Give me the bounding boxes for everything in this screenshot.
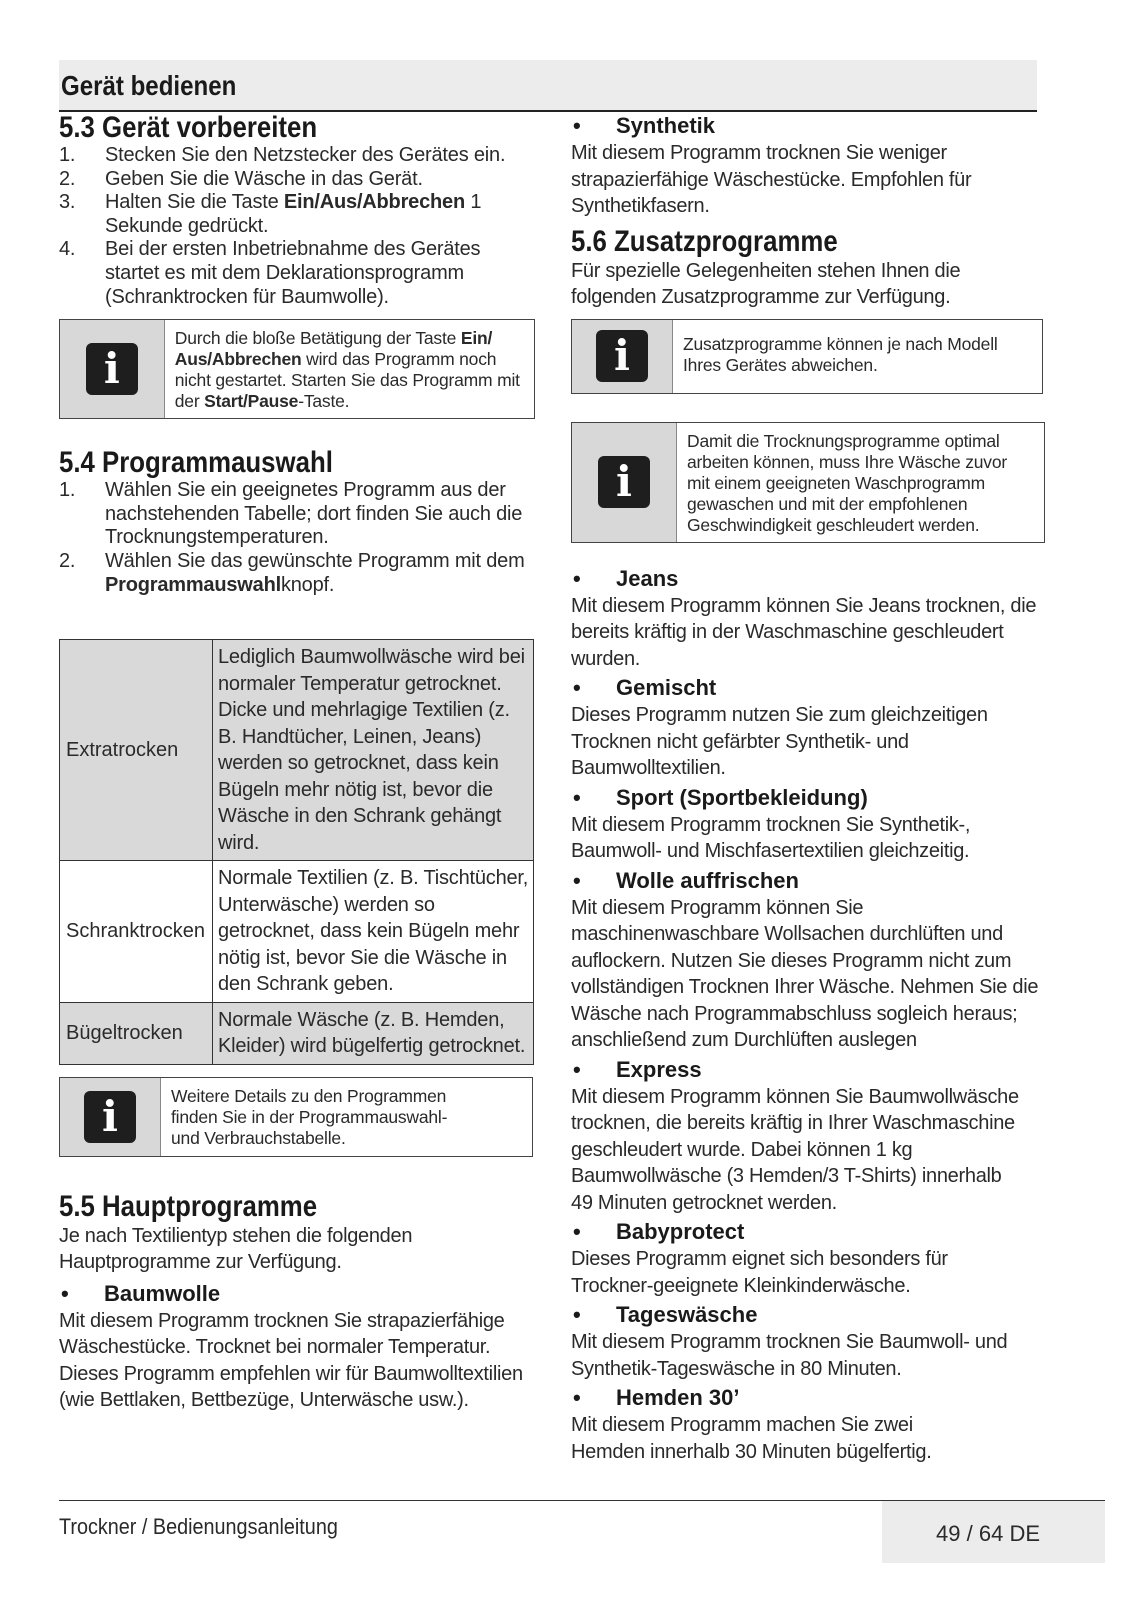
program-description: Mit diesem Programm trocknen Sie Synthetik-, Baumwoll- und Mischfasertextilien gleichzeitig. (571, 813, 971, 862)
footer-page-box (882, 1501, 1105, 1563)
section-header (59, 60, 1037, 112)
program-name: Sport (Sportbekleidung) (616, 784, 868, 810)
info-icon-cell (60, 320, 165, 418)
program-name: Tageswäsche (616, 1302, 758, 1327)
info-text-part: -Taste. (298, 391, 350, 412)
bullet-icon: • (573, 1302, 581, 1327)
program-name: Gemischt (616, 675, 717, 700)
page-title: Gerät bedienen (61, 70, 237, 101)
info-bold: Ein/ Aus/Abbrechen (174, 328, 493, 370)
program-name: Express (616, 1056, 702, 1082)
step-number: 1. (59, 479, 76, 502)
info-box (59, 1077, 533, 1157)
step-text: Halten Sie die Taste (105, 191, 284, 214)
program-description: Dieses Programm nutzen Sie zum gleichzeitigen Trocknen nicht gefärbter Synthetik- und Baumwolltextilien. (571, 704, 988, 779)
step-number: 2. (59, 549, 76, 572)
info-text-part: wird das Programm noch nicht gestartet. Starten Sie das Programm mit der (174, 349, 520, 412)
program-name: Jeans (616, 565, 679, 591)
section-title-5-5: 5.5 Hauptprogramme (59, 1189, 318, 1223)
info-text: Weitere Details zu den Programmen finden Sie in der Programmauswahl- und Verbrauchstabelle. (171, 1085, 448, 1148)
bullet-icon: • (573, 1056, 581, 1082)
list-item (59, 479, 535, 550)
section-title-5-4: 5.4 Programmauswahl (59, 446, 333, 480)
table-cell-program: Extratrocken (60, 640, 213, 861)
info-icon-cell (572, 423, 677, 542)
program-description: Mit diesem Programm können Sie Baumwollwäsche trocknen, die bereits kräftig in Ihrer Waschmaschine geschleudert wurde. Dabei können 1 kg Baumwollwäsche (3 Hemden/3 T-Shirts) innerhalb 49 Minuten getrocknet werden. (571, 1085, 1019, 1214)
section-intro: Für spezielle Gelegenheiten stehen Ihnen die folgenden Zusatzprogramme zur Verfügung. (571, 259, 961, 308)
list-item (59, 550, 535, 597)
table-row (60, 640, 534, 861)
step-text: Wählen Sie ein geeignetes Programm aus der nachstehenden Tabelle; dort finden Sie auch die Trocknungstemperaturen. (105, 479, 523, 549)
program-name: Babyprotect (616, 1219, 745, 1244)
info-icon-cell (572, 320, 673, 393)
steps-5-3 (59, 144, 535, 309)
program-table (59, 639, 534, 1065)
info-box (571, 319, 1043, 394)
step-number: 2. (59, 167, 76, 190)
program-description: Mit diesem Programm können Sie maschinenwaschbare Wollsachen durchlüften und auflockern. Nutzen Sie dieses Programm nicht zum vollständigen Trocknen Ihrer Wäsche. Nehmen Sie die Wäsche nach Programmabschluss sogleich heraus; anschließend zum Durchlüften auslegen (571, 896, 1039, 1051)
program-description: Mit diesem Programm trocknen Sie weniger strapazierfähige Wäschestücke. Empfohlen für Synthetikfasern. (571, 142, 972, 217)
section-intro: Je nach Textilientyp stehen die folgenden Hauptprogramme zur Verfügung. (59, 1224, 413, 1274)
program-name: Synthetik (616, 113, 716, 138)
step-bold: Programmauswahl (105, 573, 281, 596)
program-name: Wolle auffrischen (616, 867, 799, 893)
step-text: Bei der ersten Inbetriebnahme des Gerätes startet es mit dem Deklarationsprogramm (Schranktrocken für Baumwolle). (105, 238, 481, 308)
info-icon: i (598, 456, 650, 508)
list-item (59, 238, 535, 309)
program-name: Hemden 30’ (616, 1385, 740, 1410)
step-number: 1. (59, 144, 76, 166)
list-item (59, 191, 535, 238)
list-item (59, 144, 535, 168)
program-heading (571, 565, 1046, 593)
program-heading (571, 674, 1046, 702)
table-cell-description: Normale Textilien (z. B. Tischtücher, Unterwäsche) werden so getrocknet, dass kein Bügeln mehr nötig ist, bevor Sie die Wäsche in den Schrank geben. (213, 861, 534, 1003)
info-box (59, 319, 535, 419)
table-cell-description: Lediglich Baumwollwäsche wird bei normaler Temperatur getrocknet. Dicke und mehrlagige Textilien (z. B. Handtücher, Leinen, Jeans) werden so getrocknet, dass kein Bügeln mehr nötig ist, bevor die Wäsche in den Schrank gehängt wird. (213, 640, 534, 861)
table-cell-description: Normale Wäsche (z. B. Hemden, Kleider) wird bügelfertig getrocknet. (213, 1002, 534, 1064)
program-heading (571, 1056, 1046, 1084)
bullet-icon: • (573, 784, 581, 810)
program-heading (571, 1384, 1046, 1412)
program-heading (571, 1218, 1046, 1246)
program-heading (571, 1301, 1046, 1329)
right-column (571, 112, 1046, 1465)
program-heading (571, 112, 1046, 140)
program-name: Baumwolle (104, 1280, 221, 1306)
step-text: Wählen Sie das gewünschte Programm mit dem (105, 549, 525, 572)
program-description: Mit diesem Programm trocknen Sie Baumwoll- und Synthetik-Tageswäsche in 80 Minuten. (571, 1331, 1008, 1380)
footer-manual-title: Trockner / Bedienungsanleitung (59, 1514, 338, 1539)
program-heading (571, 867, 1046, 895)
step-text: Geben Sie die Wäsche in das Gerät. (105, 167, 423, 190)
info-box (571, 422, 1045, 543)
bullet-icon: • (573, 867, 581, 893)
program-description: Dieses Programm eignet sich besonders für Trockner-geeignete Kleinkinderwäsche. (571, 1248, 948, 1297)
program-description: Mit diesem Programm können Sie Jeans trocknen, die bereits kräftig in der Waschmaschine geschleudert wurden. (571, 594, 1037, 670)
bullet-icon: • (573, 675, 581, 700)
info-text: Damit die Trocknungsprogramme optimal arbeiten können, muss Ihre Wäsche zuvor mit einem geeigneten Waschprogramm gewaschen und mit der empfohlenen Geschwindigkeit geschleudert werden. (687, 430, 1008, 535)
step-bold: Ein/Aus/Abbrechen (283, 191, 465, 214)
table-row (60, 861, 534, 1003)
steps-5-4 (59, 479, 535, 597)
info-icon-cell (60, 1078, 161, 1156)
info-icon: i (86, 343, 138, 395)
info-text: Zusatzprogramme können je nach Modell Ihres Gerätes abweichen. (683, 333, 998, 375)
program-heading (571, 784, 1046, 812)
step-number: 3. (59, 191, 76, 214)
bullet-icon: • (573, 1385, 581, 1410)
program-description: Mit diesem Programm trocknen Sie strapazierfähige Wäschestücke. Trocknet bei normaler Temperatur. Dieses Programm empfehlen wir für Baumwolltextilien (wie Bettlaken, Bettbezüge, Unterwäsche usw.). (59, 1309, 523, 1412)
table-cell-program: Bügeltrocken (60, 1002, 213, 1064)
program-heading (59, 1280, 535, 1308)
section-title-5-3: 5.3 Gerät vorbereiten (59, 111, 318, 144)
info-text (165, 320, 534, 418)
step-text: Stecken Sie den Netzstecker des Gerätes ein. (105, 144, 506, 166)
left-column (59, 112, 535, 1414)
table-cell-program: Schranktrocken (60, 861, 213, 1003)
additional-programs-list (571, 565, 1046, 1466)
info-icon: i (84, 1091, 136, 1143)
program-description: Mit diesem Programm machen Sie zwei Hemden innerhalb 30 Minuten bügelfertig. (571, 1414, 932, 1463)
bullet-icon: • (573, 565, 581, 591)
info-bold: Start/Pause (204, 391, 299, 412)
bullet-icon: • (573, 1219, 581, 1244)
bullet-icon: • (61, 1280, 69, 1306)
table-row (60, 1002, 534, 1064)
list-item (59, 168, 535, 192)
step-number: 4. (59, 238, 76, 261)
info-icon: i (596, 330, 648, 382)
step-text: knopf. (280, 573, 335, 596)
page-number: 49 / 64 DE (936, 1521, 1040, 1546)
bullet-icon: • (573, 113, 581, 138)
step-text: 1 Sekunde gedrückt. (105, 191, 482, 237)
info-text-part: Durch die bloße Betätigung der Taste (174, 328, 461, 349)
section-title-5-6: 5.6 Zusatzprogramme (571, 224, 838, 258)
